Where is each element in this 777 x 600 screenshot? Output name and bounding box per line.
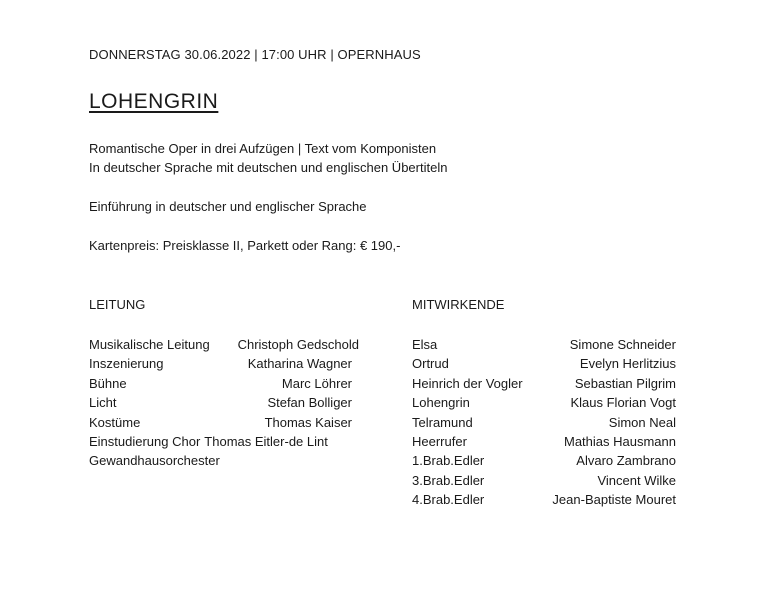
role-label: Ortrud <box>412 356 449 372</box>
role-label: Telramund <box>412 414 473 430</box>
mitwirkende-heading: MITWIRKENDE <box>412 297 505 312</box>
leitung-row <box>89 432 352 451</box>
person-name: Thomas Kaiser <box>264 414 352 430</box>
cast-row <box>412 432 676 451</box>
mitwirkende-list <box>412 335 676 510</box>
date-line: DONNERSTAG 30.06.2022 | 17:00 UHR | OPERNHAUS <box>89 47 421 62</box>
person-name: Evelyn Herlitzius <box>579 356 676 372</box>
cast-row <box>412 490 676 509</box>
role-label: Heinrich der Vogler <box>412 375 523 391</box>
cast-row <box>412 471 676 490</box>
leitung-row <box>89 413 352 432</box>
cast-row <box>412 335 676 354</box>
role-label: Kostüme <box>89 414 141 430</box>
person-name: Jean-Baptiste Mouret <box>552 492 676 508</box>
cast-row <box>412 451 676 470</box>
role-label: Bühne <box>89 375 127 391</box>
role-label: 3.Brab.Edler <box>412 472 485 488</box>
info-line-introduction: Einführung in deutscher und englischer Sprache <box>89 199 367 214</box>
person-name: Marc Löhrer <box>281 375 352 391</box>
person-name: Christoph Gedschold <box>237 337 359 352</box>
role-label: Lohengrin <box>412 395 470 411</box>
leitung-row <box>89 451 352 470</box>
info-line-price: Kartenpreis: Preisklasse II, Parkett oder Rang: € 190,- <box>89 238 401 253</box>
role-label: Heerrufer <box>412 433 467 449</box>
person-name: Simone Schneider <box>569 337 676 352</box>
info-line-genre: Romantische Oper in drei Aufzügen | Text vom Komponisten <box>89 141 437 156</box>
cast-row <box>412 413 676 432</box>
role-label: Elsa <box>412 337 438 352</box>
role-label: 1.Brab.Edler <box>412 453 485 469</box>
person-name: Alvaro Zambrano <box>576 453 676 469</box>
cast-row <box>412 374 676 393</box>
person-name: Mathias Hausmann <box>564 433 676 449</box>
role-label: 4.Brab.Edler <box>412 492 485 508</box>
person-name: Stefan Bolliger <box>267 395 352 411</box>
leitung-row <box>89 374 352 393</box>
page-title: LOHENGRIN <box>89 90 219 113</box>
cast-row <box>412 354 676 373</box>
info-line-language: In deutscher Sprache mit deutschen und englischen Übertiteln <box>89 160 448 175</box>
leitung-row <box>89 335 359 354</box>
leitung-row <box>89 393 352 412</box>
cast-row <box>412 393 676 412</box>
role-label: Musikalische Leitung <box>89 337 210 352</box>
role-label: Licht <box>89 395 117 411</box>
leitung-heading: LEITUNG <box>89 297 146 312</box>
role-label: Einstudierung Chor <box>89 433 201 449</box>
person-name: Sebastian Pilgrim <box>574 375 676 391</box>
leitung-row <box>89 354 352 373</box>
role-label: Gewandhausorchester <box>89 453 220 469</box>
person-name: Katharina Wagner <box>247 356 352 372</box>
person-name: Vincent Wilke <box>597 472 676 488</box>
person-name: Thomas Eitler-de Lint <box>204 433 328 449</box>
leitung-list <box>89 335 359 471</box>
person-name: Simon Neal <box>608 414 676 430</box>
person-name: Klaus Florian Vogt <box>570 395 676 411</box>
role-label: Inszenierung <box>89 356 164 372</box>
